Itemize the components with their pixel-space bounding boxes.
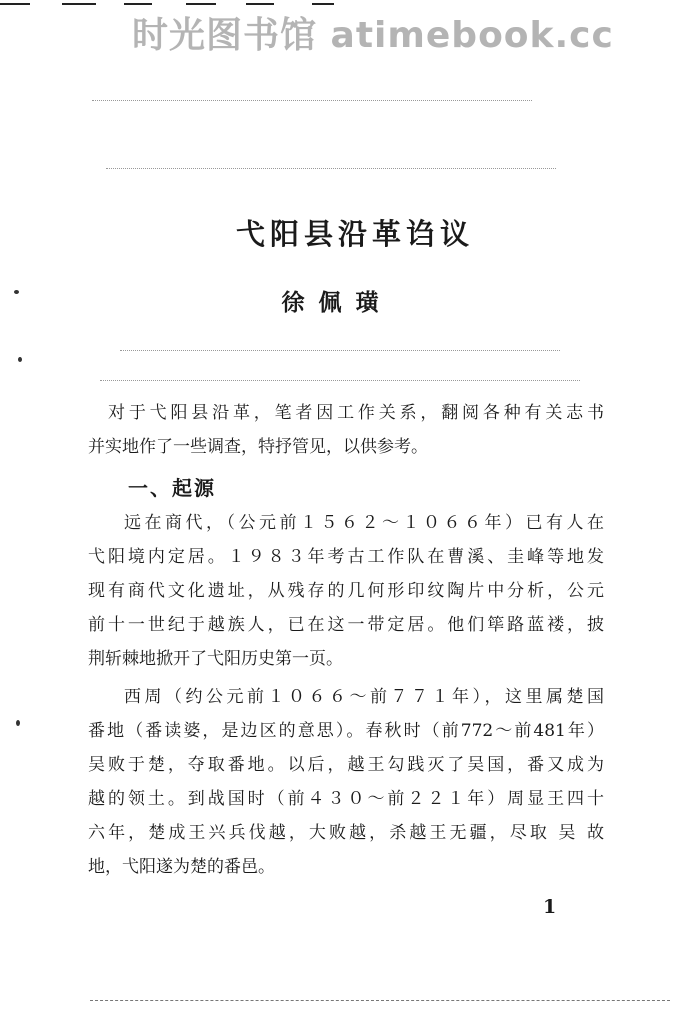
- top-rule-2: [62, 3, 96, 5]
- top-rule-3: [124, 3, 152, 5]
- scan-noise: [106, 168, 556, 175]
- intro-paragraph: [88, 396, 604, 464]
- top-rule-1: [0, 3, 30, 5]
- watermark: 时光图书馆 atimebook.cc: [132, 15, 614, 56]
- text-line: 番地（番读婆，是边区的意思）。春秋时（前772～前481年）: [88, 721, 604, 741]
- text-line: 吴败于楚，夺取番地。以后，越王勾践灭了吴国，番又成为: [88, 755, 604, 775]
- text-line: 西周（约公元前１０６６～前７７１年），这里属楚国: [124, 687, 604, 707]
- scan-noise: [120, 350, 560, 357]
- text-line: 并实地作了一些调查，特抒管见，以供参考。: [88, 437, 428, 457]
- author-name: 徐佩璜: [281, 289, 393, 316]
- top-rule-6: [312, 3, 334, 5]
- article-title: 弋阳县沿革诌议: [235, 217, 474, 251]
- text-line: 远在商代，（公元前１５６２～１０６６年）已有人在: [124, 513, 604, 533]
- top-rule-4: [186, 3, 216, 5]
- text-line: 现有商代文化遗址，从残存的几何形印纹陶片中分析，公元: [88, 581, 604, 601]
- top-rule-5: [246, 3, 274, 5]
- text-line: 六年，楚成王兴兵伐越，大败越，杀越王无疆，尽取 吴 故: [88, 823, 604, 843]
- body-paragraph-1: [88, 506, 604, 676]
- body-paragraph-2: [88, 680, 604, 884]
- text-line: 弋阳境内定居。１９８３年考古工作队在曹溪、圭峰等地发: [88, 547, 604, 567]
- text-line: 前十一世纪于越族人，已在这一带定居。他们筚路蓝褛，披: [88, 615, 604, 635]
- margin-speck: [18, 357, 22, 362]
- text-line: 地，弋阳遂为楚的番邑。: [88, 857, 275, 877]
- scan-noise: [92, 100, 532, 107]
- margin-speck: [16, 720, 20, 726]
- text-line: 荆斩棘地掀开了弋阳历史第一页。: [88, 649, 343, 669]
- bottom-rule: [90, 1000, 670, 1001]
- text-line: 对于弋阳县沿革，笔者因工作关系，翻阅各种有关志书: [108, 403, 604, 423]
- text-line: 越的领土。到战国时（前４３０～前２２１年）周显王四十: [88, 789, 604, 809]
- scan-noise: [100, 380, 580, 387]
- page-number: 1: [543, 896, 557, 918]
- section-heading: 一、起源: [128, 476, 216, 500]
